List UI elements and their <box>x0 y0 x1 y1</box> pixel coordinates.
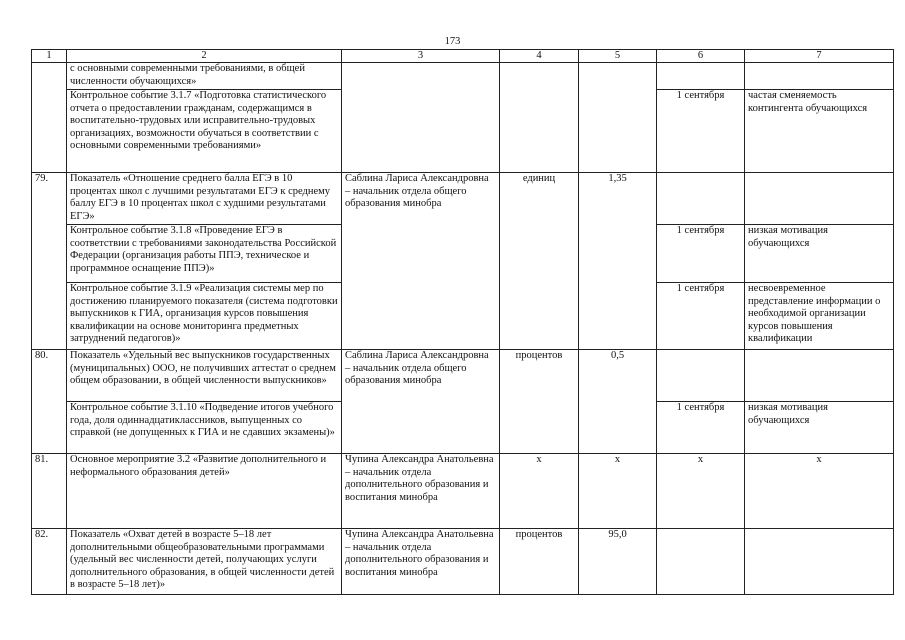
plan-table <box>31 49 894 595</box>
header-cell-2: 2 <box>67 50 342 63</box>
header-cell-7: 7 <box>745 50 894 63</box>
value-cell: 0,5 <box>579 350 657 454</box>
value-cell: 1,35 <box>579 173 657 350</box>
date-cell: 1 сентября <box>657 283 745 350</box>
date-cell: 1 сентября <box>657 402 745 454</box>
row-text: Показатель «Отношение среднего балла ЕГЭ в 10 процентах школ с лучшими результатами ЕГЭ к среднему баллу ЕГЭ в 10 процентах школ с худшими результатами ЕГЭ» <box>67 173 342 225</box>
date-cell <box>657 173 745 225</box>
table-row-81 <box>32 454 894 529</box>
unit-cell: процентов <box>500 529 579 595</box>
unit-cell: процентов <box>500 350 579 454</box>
row-text: Контрольное событие 3.1.8 «Проведение ЕГЭ в соответствии с требованиями законодательства Российской Федерации (организация работы ППЭ, техническое и программное оснащение ППЭ)» <box>67 225 342 283</box>
row-text: Основное мероприятие 3.2 «Развитие дополнительного и неформального образования детей» <box>67 454 342 529</box>
row-number: 79. <box>32 173 67 350</box>
row-number: 81. <box>32 454 67 529</box>
risk-cell <box>745 63 894 90</box>
risk-cell: несвоевременное представление информации о необходимой организации курсов повышения квалификации <box>745 283 894 350</box>
table-row-continuation <box>32 63 894 90</box>
unit-cell <box>500 63 579 173</box>
date-cell: 1 сентября <box>657 225 745 283</box>
header-row <box>32 50 894 63</box>
row-number: 80. <box>32 350 67 454</box>
value-cell <box>579 63 657 173</box>
risk-cell: низкая мотивация обучающихся <box>745 402 894 454</box>
value-cell: x <box>579 454 657 529</box>
responsible-cell: Саблина Лариса Александровна – начальник отдела общего образования минобра <box>342 350 500 454</box>
header-cell-6: 6 <box>657 50 745 63</box>
table-row-82 <box>32 529 894 595</box>
responsible-cell <box>342 63 500 173</box>
responsible-cell: Чупина Александра Анатольевна – начальник отдела дополнительного образования и воспитания минобра <box>342 529 500 595</box>
responsible-cell: Саблина Лариса Александровна – начальник отдела общего образования минобра <box>342 173 500 350</box>
risk-cell: частая сменяемость контингента обучающихся <box>745 90 894 173</box>
date-cell <box>657 350 745 402</box>
unit-cell: x <box>500 454 579 529</box>
header-cell-5: 5 <box>579 50 657 63</box>
risk-cell: низкая мотивация обучающихся <box>745 225 894 283</box>
row-number-cell <box>32 63 67 173</box>
row-text: Контрольное событие 3.1.10 «Подведение итогов учебного года, доля одиннадцатиклассников, выпущенных со справкой (не допущенных к ГИА и не сдавших экзамены)» <box>67 402 342 454</box>
risk-cell <box>745 529 894 595</box>
row-text: Показатель «Удельный вес выпускников государственных (муниципальных) ООО, не получивших аттестат о среднем общем образовании, в общей численности выпускников» <box>67 350 342 402</box>
risk-cell <box>745 173 894 225</box>
date-cell <box>657 63 745 90</box>
table-row-79 <box>32 173 894 225</box>
row-text: Контрольное событие 3.1.7 «Подготовка статистического отчета о предоставлении гражданам, содержащимся в воспитательно-трудовых или исправительно-трудовых организациях, возможности обучаться в соответствии с основными современными требованиями» <box>67 90 342 173</box>
header-cell-1: 1 <box>32 50 67 63</box>
page-number: 173 <box>444 36 461 47</box>
date-cell: 1 сентября <box>657 90 745 173</box>
responsible-cell: Чупина Александра Анатольевна – начальник отдела дополнительного образования и воспитания минобра <box>342 454 500 529</box>
row-number: 82. <box>32 529 67 595</box>
date-cell <box>657 529 745 595</box>
table-row-80 <box>32 350 894 402</box>
row-text: Контрольное событие 3.1.9 «Реализация системы мер по достижению планируемого показателя (система подготовки выпускников к ГИА, организация курсов повышения квалификации на основе мониторинга предметных затруднений педагогов)» <box>67 283 342 350</box>
row-text: с основными современными требованиями, в общей численности обучающихся» <box>67 63 342 90</box>
unit-cell: единиц <box>500 173 579 350</box>
risk-cell <box>745 350 894 402</box>
value-cell: 95,0 <box>579 529 657 595</box>
header-cell-4: 4 <box>500 50 579 63</box>
risk-cell: x <box>745 454 894 529</box>
date-cell: x <box>657 454 745 529</box>
row-text: Показатель «Охват детей в возрасте 5–18 лет дополнительными общеобразовательными программами (удельный вес численности детей, получающих услуги дополнительного образования, в общей численности детей в возрасте 5–18 лет)» <box>67 529 342 595</box>
header-cell-3: 3 <box>342 50 500 63</box>
